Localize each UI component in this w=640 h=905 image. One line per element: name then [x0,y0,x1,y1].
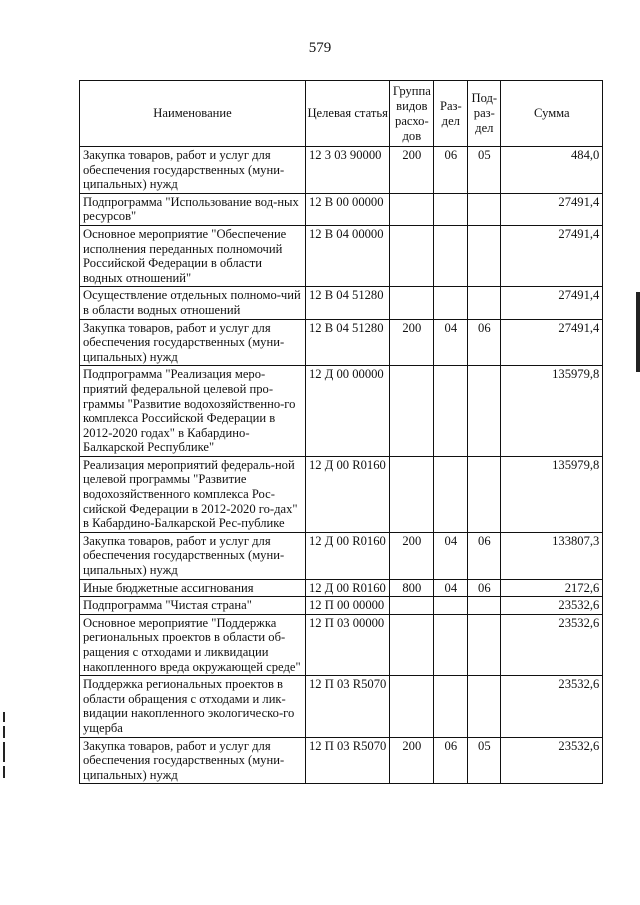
cell-sum: 23532,6 [501,614,603,675]
cell-sum: 23532,6 [501,676,603,737]
cell-expense-group: 200 [390,319,434,366]
table-row [80,147,603,194]
table-row [80,287,603,319]
cell-section [434,456,468,532]
cell-subsection [468,597,501,615]
cell-target-article: 12 П 03 00000 [306,614,390,675]
cell-expense-group [390,366,434,457]
cell-target-article: 12 П 00 00000 [306,597,390,615]
cell-name: Иные бюджетные ассигнования [80,579,306,597]
cell-sum: 27491,4 [501,287,603,319]
cell-subsection [468,676,501,737]
cell-target-article: 12 П 03 R5070 [306,676,390,737]
table-row [80,225,603,286]
table-row [80,597,603,615]
cell-section [434,614,468,675]
cell-subsection [468,225,501,286]
cell-sum: 135979,8 [501,366,603,457]
cell-target-article: 12 3 03 90000 [306,147,390,194]
cell-section [434,676,468,737]
cell-section: 04 [434,319,468,366]
cell-expense-group [390,193,434,225]
cell-subsection: 05 [468,737,501,784]
cell-sum: 135979,8 [501,456,603,532]
cell-name: Подпрограмма "Использование вод-ных ресурсов" [80,193,306,225]
scan-edge-mark [636,292,640,372]
cell-target-article: 12 В 04 51280 [306,319,390,366]
cell-target-article: 12 В 04 51280 [306,287,390,319]
cell-target-article: 12 Д 00 00000 [306,366,390,457]
cell-expense-group: 200 [390,147,434,194]
cell-sum: 27491,4 [501,225,603,286]
cell-subsection: 06 [468,579,501,597]
cell-target-article: 12 В 00 00000 [306,193,390,225]
scan-margin-marks [3,712,6,782]
cell-section: 06 [434,737,468,784]
cell-section [434,287,468,319]
cell-expense-group: 200 [390,532,434,579]
cell-target-article: 12 Д 00 R0160 [306,579,390,597]
cell-section [434,597,468,615]
cell-sum: 2172,6 [501,579,603,597]
table-row [80,676,603,737]
cell-target-article: 12 В 04 00000 [306,225,390,286]
cell-target-article: 12 Д 00 R0160 [306,532,390,579]
header-expense-group: Группа видов расхо-дов [390,81,434,147]
cell-subsection [468,614,501,675]
cell-name: Основное мероприятие "Обеспечение исполнения переданных полномочий Российской Федерации в области водных отношений" [80,225,306,286]
page-number: 579 [308,40,332,56]
header-subsection: Под-раз-дел [468,81,501,147]
cell-name: Подпрограмма "Реализация меро-приятий федеральной целевой про-граммы "Развитие водохозяйственно-го комплекса Российской Федерации в 2012-2020 годах" в Кабардино-Балкарской Республике" [80,366,306,457]
cell-target-article: 12 Д 00 R0160 [306,456,390,532]
cell-name: Закупка товаров, работ и услуг для обеспечения государственных (муни-ципальных) нужд [80,319,306,366]
cell-sum: 133807,3 [501,532,603,579]
cell-section [434,193,468,225]
cell-subsection: 05 [468,147,501,194]
table-row [80,532,603,579]
cell-subsection [468,366,501,457]
cell-name: Основное мероприятие "Поддержка региональных проектов в области об-ращения с отходами и ликвидации накопленного вреда окружающей среде" [80,614,306,675]
table-row [80,579,603,597]
cell-subsection: 06 [468,532,501,579]
cell-name: Осуществление отдельных полномо-чий в области водных отношений [80,287,306,319]
cell-sum: 23532,6 [501,737,603,784]
table-row [80,737,603,784]
cell-sum: 484,0 [501,147,603,194]
cell-expense-group [390,597,434,615]
cell-subsection [468,287,501,319]
budget-table [79,80,603,784]
cell-section [434,366,468,457]
cell-expense-group: 800 [390,579,434,597]
table-row [80,319,603,366]
table-row [80,366,603,457]
cell-expense-group [390,676,434,737]
cell-subsection [468,456,501,532]
table-row [80,456,603,532]
cell-name: Закупка товаров, работ и услуг для обеспечения государственных (муни-ципальных) нужд [80,147,306,194]
table-body [80,147,603,784]
header-sum: Сумма [501,81,603,147]
header-target-article: Целевая статья [306,81,390,147]
cell-name: Закупка товаров, работ и услуг для обеспечения государственных (муни-ципальных) нужд [80,737,306,784]
cell-name: Подпрограмма "Чистая страна" [80,597,306,615]
cell-sum: 27491,4 [501,193,603,225]
cell-expense-group [390,614,434,675]
cell-expense-group [390,287,434,319]
cell-sum: 23532,6 [501,597,603,615]
table-row [80,614,603,675]
header-name: Наименование [80,81,306,147]
header-section: Раз-дел [434,81,468,147]
cell-expense-group: 200 [390,737,434,784]
cell-subsection [468,193,501,225]
cell-sum: 27491,4 [501,319,603,366]
cell-target-article: 12 П 03 R5070 [306,737,390,784]
header-row [80,81,603,147]
cell-name: Поддержка региональных проектов в области обращения с отходами и лик-видации накопленного экологическо-го ущерба [80,676,306,737]
cell-section [434,225,468,286]
cell-name: Закупка товаров, работ и услуг для обеспечения государственных (муни-ципальных) нужд [80,532,306,579]
cell-expense-group [390,225,434,286]
cell-section: 04 [434,532,468,579]
cell-expense-group [390,456,434,532]
cell-section: 06 [434,147,468,194]
cell-subsection: 06 [468,319,501,366]
table-row [80,193,603,225]
cell-name: Реализация мероприятий федераль-ной целевой программы "Развитие водохозяйственного комплекса Рос-сийской Федерации в 2012-2020 го-дах" в Кабардино-Балкарской Рес-публике [80,456,306,532]
cell-section: 04 [434,579,468,597]
